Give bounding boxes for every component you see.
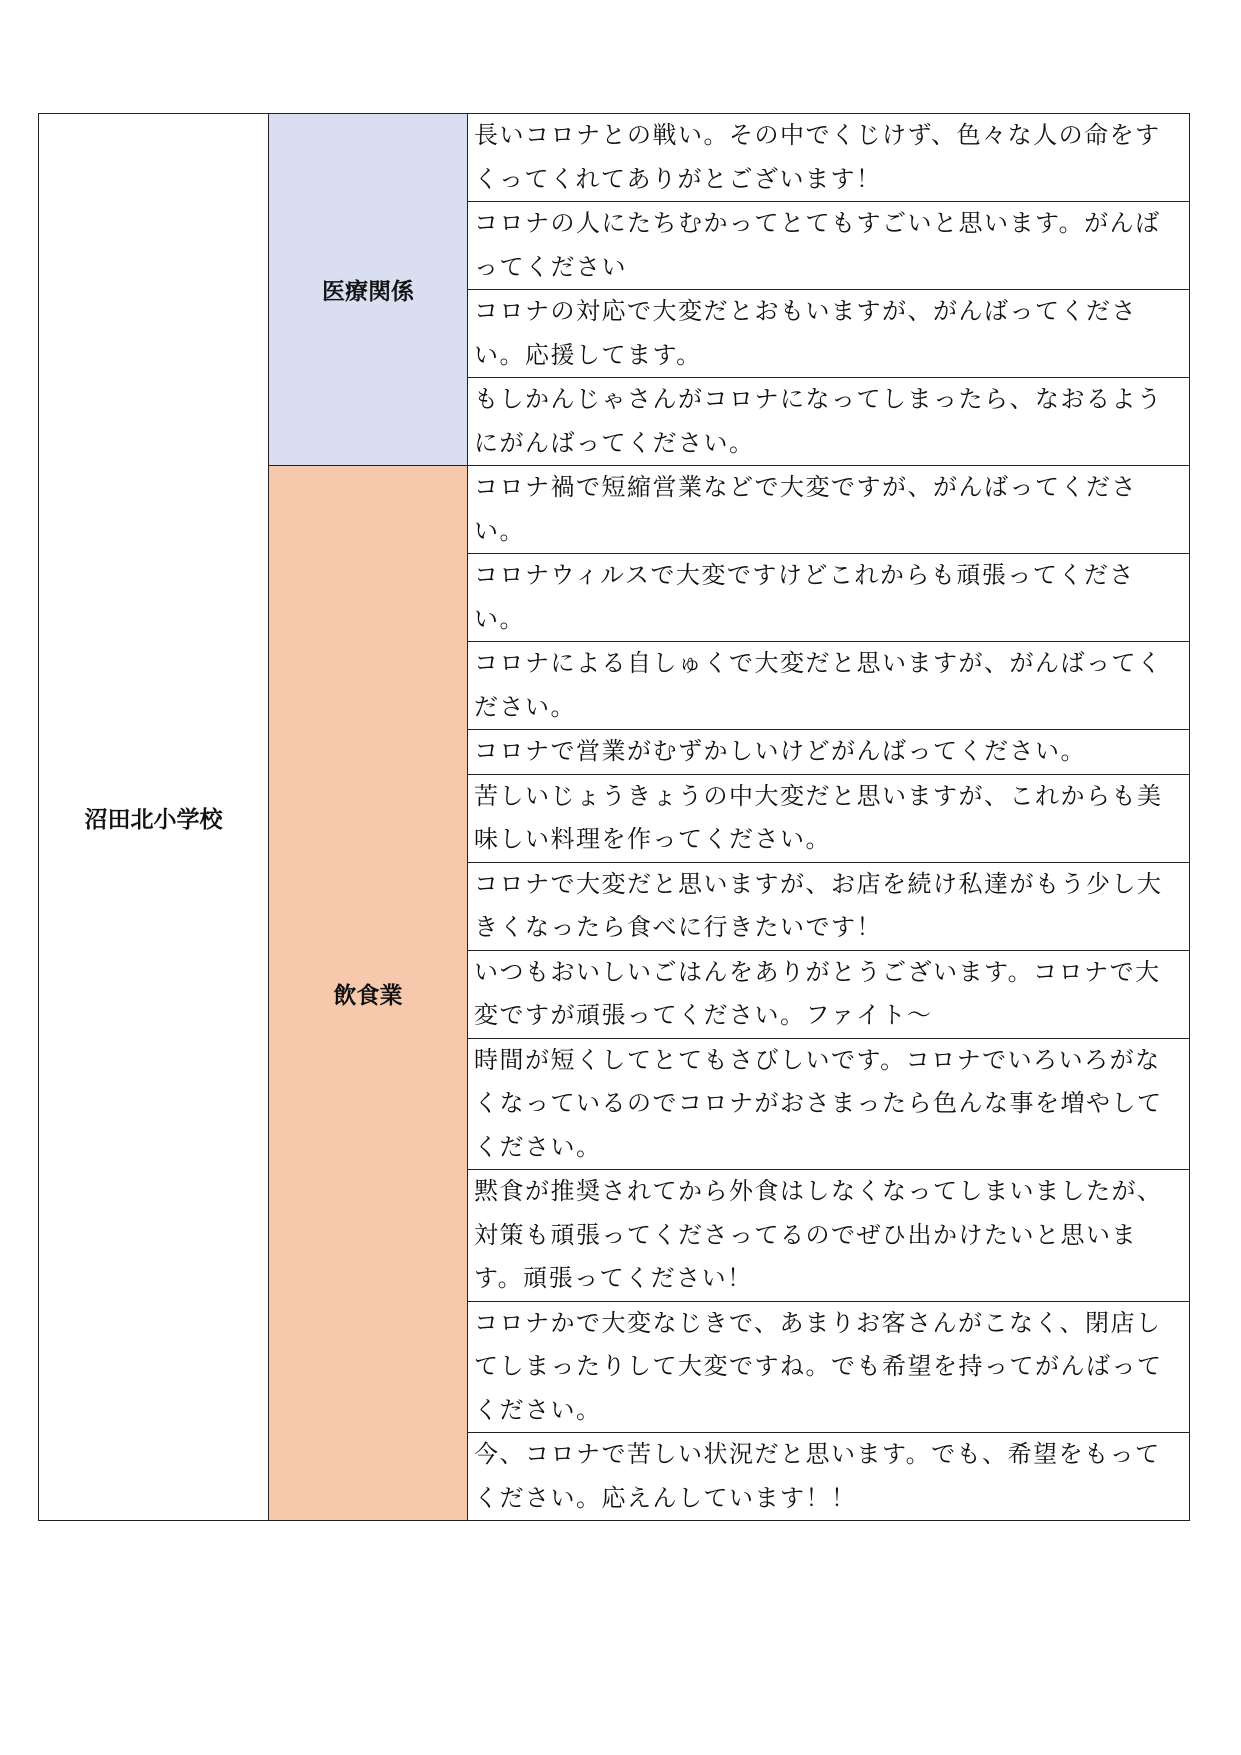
message-cell: いつもおいしいごはんをありがとうございます。コロナで大変ですが頑張ってください。ファイト〜 [468,950,1190,1038]
message-cell: 今、コロナで苦しい状況だと思います。でも、希望をもってください。応えんしています！！ [468,1433,1190,1521]
message-cell: コロナで営業がむずかしいけどがんばってください。 [468,730,1190,775]
message-cell: 長いコロナとの戦い。その中でくじけず、色々な人の命をすくってくれてありがとございます！ [468,114,1190,202]
message-cell: コロナかで大変なじきで、あまりお客さんがこなく、閉店してしまったりして大変ですね。でも希望を持ってがんばってください。 [468,1301,1190,1433]
message-cell: 時間が短くしてとてもさびしいです。コロナでいろいろがなくなっているのでコロナがおさまったら色んな事を増やしてください。 [468,1038,1190,1170]
category-food-service: 飲食業 [269,466,468,1521]
messages-table [38,113,1190,1521]
message-cell: コロナの人にたちむかってとてもすごいと思います。がんばってください [468,202,1190,290]
message-cell: コロナ禍で短縮営業などで大変ですが、がんばってください。 [468,466,1190,554]
category-medical: 医療関係 [269,114,468,466]
message-cell: コロナの対応で大変だとおもいますが、がんばってください。応援してます。 [468,290,1190,378]
message-cell: 黙食が推奨されてから外食はしなくなってしまいましたが、対策も頑張ってくださってるのでぜひ出かけたいと思います。頑張ってください！ [468,1170,1190,1302]
message-cell: コロナによる自しゅくで大変だと思いますが、がんばってください。 [468,642,1190,730]
school-name-cell: 沼田北小学校 [39,114,269,1521]
message-cell: コロナウィルスで大変ですけどこれからも頑張ってください。 [468,554,1190,642]
message-cell: 苦しいじょうきょうの中大変だと思いますが、これからも美味しい料理を作ってください。 [468,774,1190,862]
message-cell: もしかんじゃさんがコロナになってしまったら、なおるようにがんばってください。 [468,378,1190,466]
message-cell: コロナで大変だと思いますが、お店を続け私達がもう少し大きくなったら食べに行きたいです！ [468,862,1190,950]
